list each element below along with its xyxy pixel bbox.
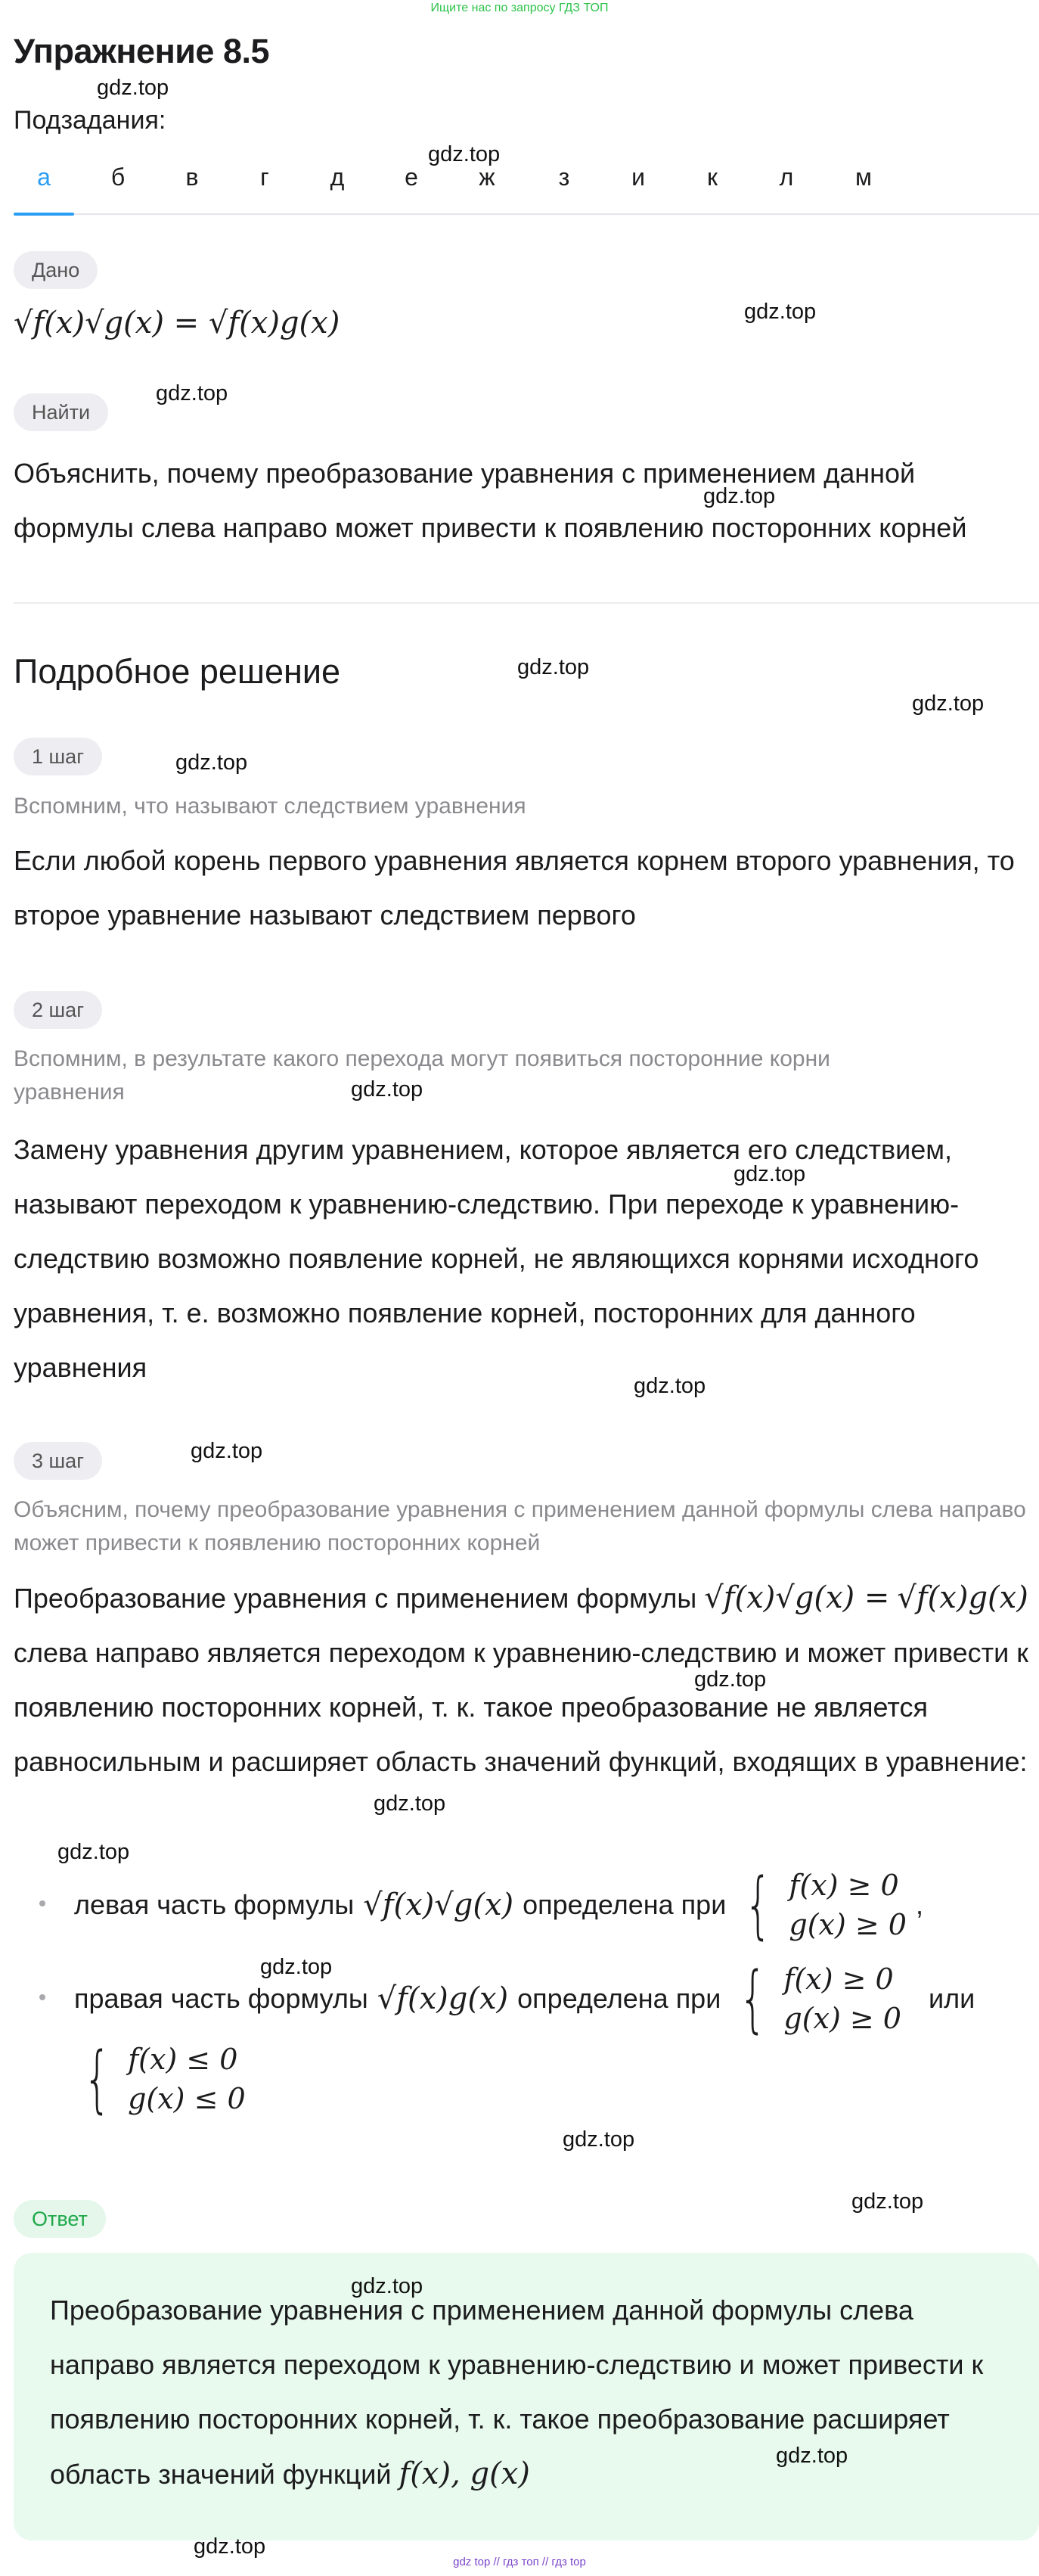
step-3-hint: Объясним, почему преобразование уравнения с применением данной формулы слева направо может привести к появлению посторонних корней bbox=[14, 1497, 1026, 1555]
bullet-2-dot bbox=[39, 1994, 45, 2000]
tab-b[interactable]: б bbox=[110, 163, 126, 191]
answer-text bbox=[50, 2283, 1018, 2502]
bullet-1-formula: √f(x)√g(x) bbox=[363, 1888, 514, 1922]
bullet-2-sys2-row-2: g(x) ≤ 0 bbox=[128, 2082, 246, 2115]
bullet-2-sys-row-2: g(x) ≥ 0 bbox=[783, 2002, 901, 2035]
watermark: gdz.top bbox=[563, 2127, 635, 2152]
bullet-2-system-2 bbox=[74, 2037, 246, 2121]
tab-z[interactable]: з bbox=[558, 163, 570, 191]
bullet-2-mid: определена при bbox=[517, 1983, 721, 2014]
tab-v[interactable]: в bbox=[185, 163, 199, 191]
watermark: gdz.top bbox=[734, 1162, 806, 1186]
given-formula: √f(x)√g(x) = √f(x)g(x) bbox=[14, 306, 340, 340]
bullet-2-sys-row-1: f(x) ≥ 0 bbox=[783, 1962, 894, 1996]
watermark: gdz.top bbox=[194, 2534, 266, 2559]
tab-g[interactable]: г bbox=[260, 163, 269, 191]
brace-icon: { bbox=[83, 2037, 111, 2121]
bullet-1-dot bbox=[39, 1900, 45, 1906]
step-3-formula-b: √f(x)g(x) bbox=[897, 1580, 1028, 1615]
step-1-badge: 1 шаг bbox=[14, 738, 102, 775]
find-text: Объяснить, почему преобразование уравнения с применением данной формулы слева направо может привести к появлению посторонних корней bbox=[14, 458, 967, 543]
bullet-2 bbox=[74, 1956, 1034, 2041]
bullet-2-formula: √f(x)g(x) bbox=[377, 1981, 509, 2016]
step-1-hint: Вспомним, что называют следствием уравнения bbox=[14, 794, 526, 819]
watermark: gdz.top bbox=[634, 1374, 706, 1398]
solution-title: Подробное решение bbox=[14, 652, 341, 691]
bullet-1-sys-row-2: g(x) ≥ 0 bbox=[789, 1908, 907, 1941]
footer-links[interactable]: gdz top // гдз топ // гдз top bbox=[453, 2556, 586, 2568]
bullet-2-text: правая часть формулы bbox=[74, 1983, 368, 2014]
bullet-2-system bbox=[730, 1956, 901, 2041]
given-badge: Дано bbox=[14, 251, 98, 289]
step-3-text-b: слева направо является переходом к уравнению-следствию и может привести к появлению посторонних корней, т. к. такое преобразование не является равносильным и расширяет область значений функций, входящих в уравнение: bbox=[14, 1637, 1028, 1777]
step-3-badge: 3 шаг bbox=[14, 1442, 102, 1480]
step-2-text: Замену уравнения другим уравнением, которое является его следствием, называют переходом к уравнению-следствию. При переходе к уравнению-следствию возможно появление корней, не являющихся корнями исходного уравнения, т. е. возможно появление корней, посторонних для данного уравнения bbox=[14, 1134, 979, 1383]
watermark: gdz.top bbox=[351, 2274, 423, 2298]
find-badge: Найти bbox=[14, 393, 108, 431]
section-divider bbox=[14, 602, 1039, 604]
watermark: gdz.top bbox=[694, 1667, 767, 1692]
brace-icon: { bbox=[744, 1863, 773, 1947]
watermark: gdz.top bbox=[57, 1840, 130, 1864]
bullet-1-mid: определена при bbox=[523, 1889, 727, 1920]
bullet-1 bbox=[74, 1863, 1034, 1947]
step-3-formula-a: √f(x)√g(x) = bbox=[704, 1580, 890, 1615]
step-2-badge: 2 шаг bbox=[14, 991, 102, 1029]
tab-a[interactable]: а bbox=[37, 163, 51, 191]
subtask-tabs bbox=[14, 148, 1039, 215]
watermark: gdz.top bbox=[374, 1791, 446, 1816]
brace-icon: { bbox=[739, 1956, 768, 2041]
page-title: Упражнение 8.5 bbox=[14, 32, 270, 70]
bullet-2-or: или bbox=[928, 1983, 975, 2014]
watermark: gdz.top bbox=[851, 2189, 924, 2214]
step-1-text: Если любой корень первого уравнения является корнем второго уравнения, то второе уравнение называют следствием первого bbox=[14, 845, 1015, 931]
bullet-2-sys2-row-1: f(x) ≤ 0 bbox=[128, 2043, 238, 2076]
watermark: gdz.top bbox=[260, 1955, 333, 1979]
watermark: gdz.top bbox=[97, 76, 169, 100]
tab-k[interactable]: к bbox=[707, 163, 718, 191]
watermark: gdz.top bbox=[191, 1439, 263, 1463]
tab-zh[interactable]: ж bbox=[479, 163, 495, 191]
tab-d[interactable]: д bbox=[330, 163, 345, 191]
answer-box bbox=[14, 2253, 1039, 2540]
watermark: gdz.top bbox=[744, 300, 817, 324]
answer-formula: f(x), g(x) bbox=[399, 2456, 530, 2491]
watermark: gdz.top bbox=[351, 1077, 423, 1102]
subtasks-label: Подзадания: bbox=[14, 106, 166, 135]
answer-text-main: Преобразование уравнения с применением данной формулы слева направо является переходом к уравнению-следствию и может привести к появлению посторонних корней, т. к. такое преобразование расширяет область значений функций bbox=[50, 2295, 984, 2490]
watermark: gdz.top bbox=[156, 381, 228, 406]
bullet-1-end: , bbox=[915, 1889, 923, 1920]
bullet-1-sys-row-1: f(x) ≥ 0 bbox=[789, 1869, 899, 1902]
tab-i[interactable]: и bbox=[631, 163, 645, 191]
watermark: gdz.top bbox=[517, 655, 590, 679]
answer-badge: Ответ bbox=[14, 2200, 106, 2238]
active-tab-indicator bbox=[14, 213, 74, 216]
watermark: gdz.top bbox=[776, 2444, 848, 2468]
watermark: gdz.top bbox=[428, 142, 501, 166]
top-search-link[interactable]: Ищите нас по запросу ГДЗ ТОП bbox=[430, 2, 609, 14]
bullet-1-text: левая часть формулы bbox=[74, 1889, 355, 1920]
step-2-hint: Вспомним, в результате какого перехода могут появиться посторонние корни уравнения bbox=[14, 1046, 830, 1105]
tab-e[interactable]: е bbox=[405, 163, 418, 191]
watermark: gdz.top bbox=[912, 691, 985, 716]
tab-l[interactable]: л bbox=[779, 163, 794, 191]
step-3-text-a: Преобразование уравнения с применением формулы bbox=[14, 1583, 697, 1614]
tab-m[interactable]: м bbox=[855, 163, 872, 191]
step-3-text bbox=[14, 1571, 1039, 1789]
watermark: gdz.top bbox=[175, 750, 248, 775]
watermark: gdz.top bbox=[703, 484, 776, 508]
bullet-1-system bbox=[735, 1863, 907, 1947]
